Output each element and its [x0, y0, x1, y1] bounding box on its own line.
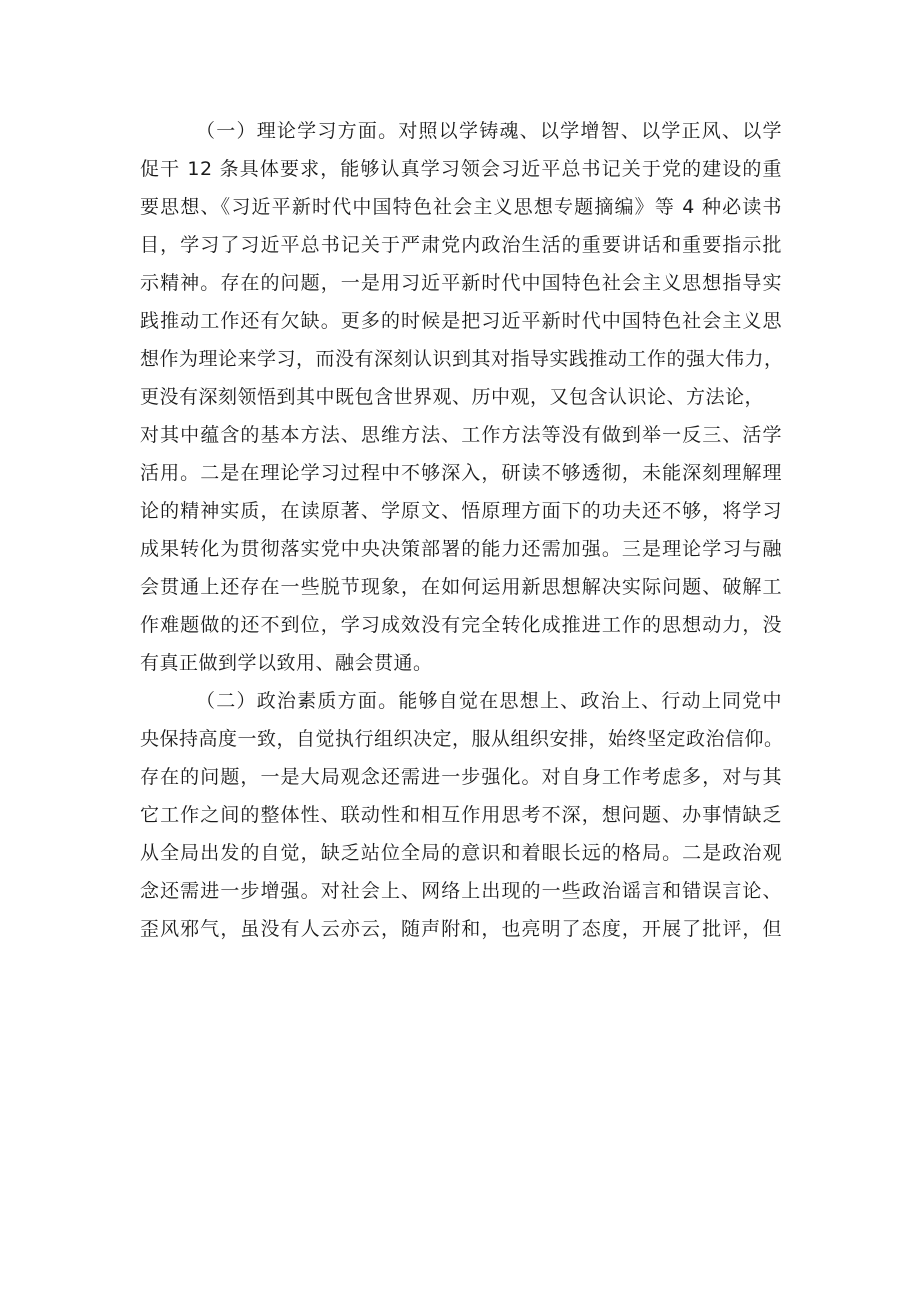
document-body: [140, 112, 782, 948]
paragraph-line: 示精神。存在的问题，一是用习近平新时代中国特色社会主义思想指导实: [140, 272, 782, 294]
paragraph-line: 作难题做的还不到位，学习成效没有完全转化成推进工作的思想动力，没: [140, 614, 782, 636]
paragraph-line: 从全局出发的自觉，缺乏站位全局的意识和着眼长远的格局。二是政治观: [140, 842, 782, 864]
paragraph-line: 会贯通上还存在一些脱节现象，在如何运用新思想解决实际问题、破解工: [140, 576, 782, 598]
paragraph-line: 更没有深刻领悟到其中既包含世界观、历中观，又包含认识论、方法论，: [140, 386, 765, 408]
paragraph-line: 有真正做到学以致用、融会贯通。: [140, 652, 433, 674]
paragraph-theory-study: [140, 112, 782, 682]
paragraph-line: 践推动工作还有欠缺。更多的时候是把习近平新时代中国特色社会主义思: [140, 310, 782, 332]
paragraph-line: 存在的问题，一是大局观念还需进一步强化。对自身工作考虑多，对与其: [140, 766, 782, 788]
paragraph-line: 成果转化为贯彻落实党中央决策部署的能力还需加强。三是理论学习与融: [140, 538, 782, 560]
paragraph-line: 活用。二是在理论学习过程中不够深入，研读不够透彻，未能深刻理解理: [140, 462, 782, 484]
paragraph-line: 要思想、《习近平新时代中国特色社会主义思想专题摘编》等 4 种必读书: [140, 196, 782, 218]
paragraph-line: 目，学习了习近平总书记关于严肃党内政治生活的重要讲话和重要指示批: [140, 234, 782, 256]
paragraph-line: 它工作之间的整体性、联动性和相互作用思考不深，想问题、办事情缺乏: [140, 804, 782, 826]
paragraph-line: 央保持高度一致，自觉执行组织决定，服从组织安排，始终坚定政治信仰。: [140, 728, 784, 750]
paragraph-political-quality: [140, 682, 782, 948]
paragraph-line: 促干 12 条具体要求，能够认真学习领会习近平总书记关于党的建设的重: [140, 158, 782, 180]
paragraph-line: 想作为理论来学习，而没有深刻认识到其对指导实践推动工作的强大伟力，: [140, 348, 784, 370]
paragraph-line: 歪风邪气，虽没有人云亦云，随声附和，也亮明了态度，开展了批评，但: [140, 918, 782, 940]
paragraph-line: 对其中蕴含的基本方法、思维方法、工作方法等没有做到举一反三、活学: [140, 424, 782, 446]
paragraph-line: 念还需进一步增强。对社会上、网络上出现的一些政治谣言和错误言论、: [140, 880, 782, 902]
paragraph-line: （二）政治素质方面。能够自觉在思想上、政治上、行动上同党中: [196, 690, 782, 712]
paragraph-line: 论的精神实质，在读原著、学原文、悟原理方面下的功夫还不够，将学习: [140, 500, 782, 522]
paragraph-line: （一）理论学习方面。对照以学铸魂、以学增智、以学正风、以学: [196, 120, 782, 142]
